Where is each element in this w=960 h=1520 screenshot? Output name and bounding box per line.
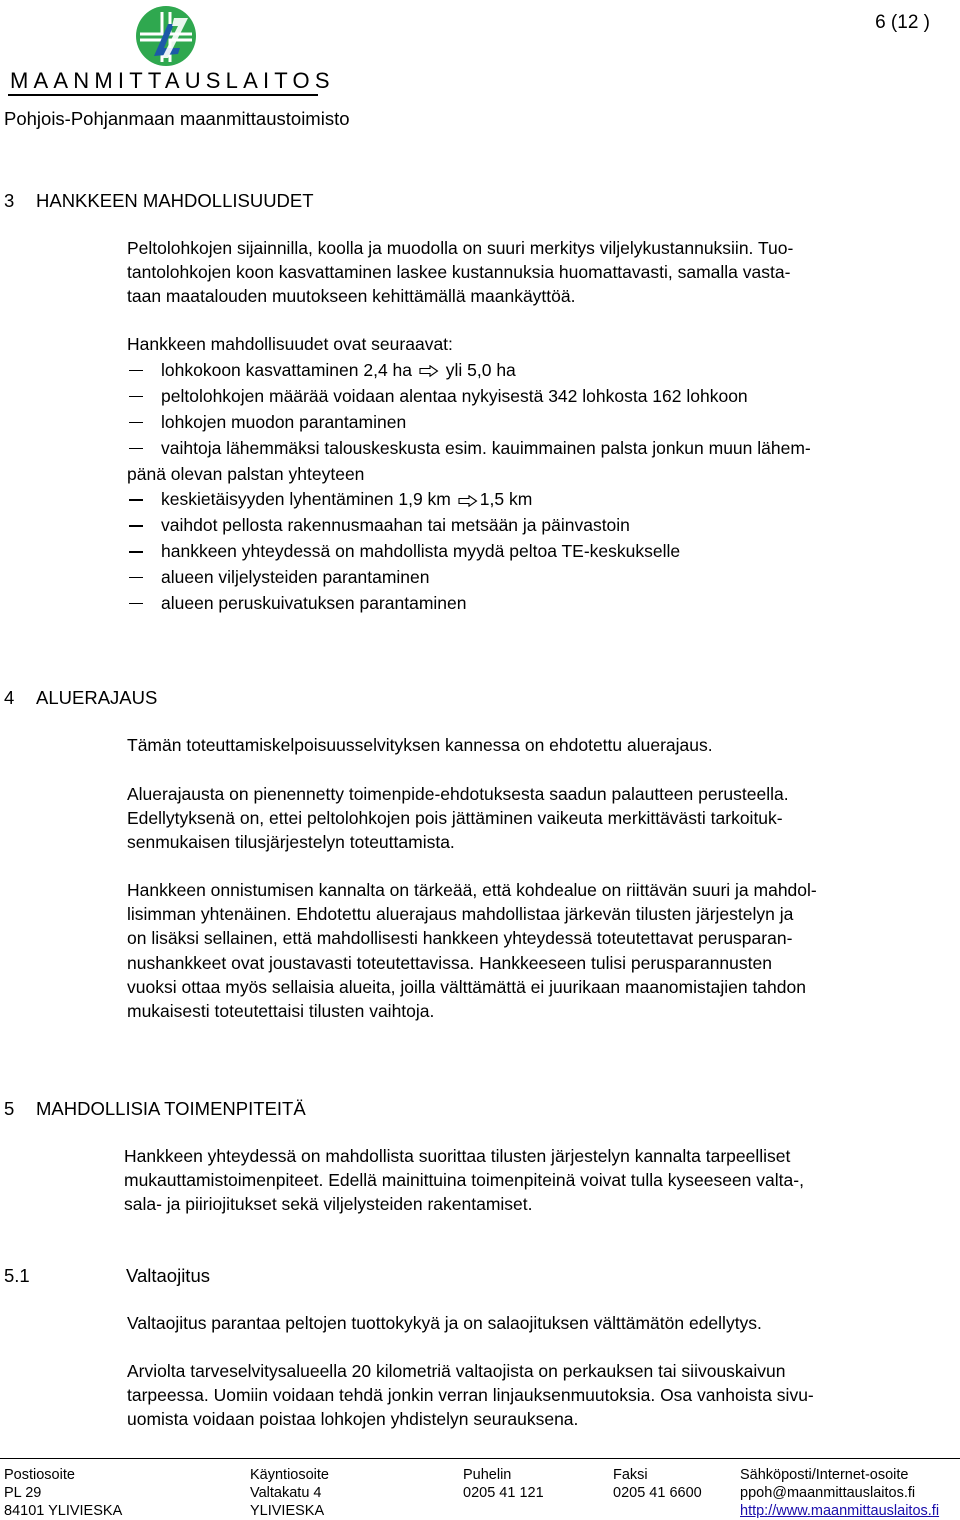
arrow-right-icon	[419, 365, 439, 377]
section-number: 5.1	[4, 1265, 30, 1286]
paragraph-line: tantolohkojen koon kasvattaminen laskee kustannuksia huomattavasti, samalla vasta-	[127, 262, 791, 283]
dash-bullet	[129, 499, 143, 500]
section-number: 3	[4, 190, 15, 211]
paragraph-line: Peltolohkojen sijainnilla, koolla ja muodolla on suuri merkitys viljelykustannuksiin. Tuo-	[127, 238, 794, 258]
section-5-paragraph	[124, 1144, 954, 1217]
paragraph-line: Hankkeen onnistumisen kannalta on tärkeää, että kohdealue on riittävän suuri ja mahdol-	[127, 880, 817, 900]
section-title: ALUERAJAUS	[36, 687, 158, 708]
list-item-text: peltolohkojen määrää voidaan alentaa nykyisestä 342 lohkosta 162 lohkoon	[161, 385, 748, 406]
paragraph-line: Valtaojitus parantaa peltojen tuottokykyä ja on salaojituksen välttämätön edellytys.	[127, 1313, 762, 1333]
dash-bullet	[129, 448, 143, 449]
maanmittauslaitos-logo-icon	[134, 4, 198, 68]
paragraph-line: tarpeessa. Uomiin voidaan tehdä jonkin verran linjauksenmuutoksia. Osa vanhoista sivu-	[127, 1385, 814, 1406]
footer-label: Faksi	[613, 1467, 648, 1483]
brand-underline	[8, 94, 318, 96]
footer-value: 0205 41 121	[463, 1485, 544, 1501]
paragraph-line: Edellytyksenä on, ettei peltolohkojen pois jättäminen vaikeuta merkittävästi tarkoituk-	[127, 808, 783, 829]
paragraph-line: vuoksi ottaa myös sellaisia alueita, joilla välttämättä ei juurikaan maanomistajien tahdon	[127, 976, 806, 997]
brand-name: MAANMITTAUSLAITOS	[10, 68, 335, 93]
list-item-text: alueen peruskuivatuksen parantaminen	[161, 593, 467, 614]
footer-label: Käyntiosoite	[250, 1467, 329, 1483]
paragraph-line: Arviolta tarveselvitysalueella 20 kilometriä valtaojista on perkauksen tai siivouskaivun	[127, 1361, 786, 1381]
section-title: HANKKEEN MAHDOLLISUUDET	[36, 190, 314, 211]
footer-value: Valtakatu 4	[250, 1485, 322, 1501]
list-item-text: lohkojen muodon parantaminen	[161, 411, 407, 432]
section-number: 5	[4, 1098, 15, 1119]
paragraph-line: mukaisesti toteutettaisi tilusten vaihtoja.	[127, 1001, 435, 1022]
section-5-1-paragraph-2	[127, 1359, 957, 1432]
footer-website-link[interactable]: http://www.maanmittauslaitos.fi	[740, 1503, 940, 1519]
list-item-text: lohkokoon kasvattaminen 2,4 ha	[161, 359, 412, 380]
list-item-text: vaihtoja lähemmäksi talouskeskusta esim. kauimmainen palsta jonkun muun lähem-	[161, 437, 811, 458]
list-item	[127, 410, 957, 436]
list-item	[127, 358, 957, 384]
list-item	[127, 384, 957, 410]
footer-divider	[0, 1458, 960, 1459]
list-item-text: alueen viljelysteiden parantaminen	[161, 567, 430, 588]
paragraph-line: nushankkeet ovat joustavasti toteutettavissa. Hankkeeseen tulisi perusparannusten	[127, 952, 772, 973]
section-5-1-heading	[4, 1265, 210, 1287]
footer-phone	[463, 1466, 544, 1502]
footer-label: Postiosoite	[4, 1467, 75, 1483]
footer-value: PL 29	[4, 1485, 42, 1501]
list-intro: Hankkeen mahdollisuudet ovat seuraavat:	[127, 334, 453, 354]
list-item	[127, 436, 957, 462]
list-item	[127, 565, 957, 591]
paragraph-line: Hankkeen yhteydessä on mahdollista suorittaa tilusten järjestelyn kannalta tarpeelliset	[124, 1146, 791, 1166]
footer-contact	[740, 1466, 939, 1520]
section-4-paragraph-2	[127, 782, 957, 855]
section-4-paragraph-1	[127, 733, 957, 757]
paragraph-line: senmukaisen tilusjärjestelyn toteuttamista.	[127, 832, 455, 853]
footer-fax	[613, 1466, 702, 1502]
section-3-heading	[4, 190, 314, 212]
paragraph-line: uomista voidaan poistaa lohkojen yhdistelyn seurauksena.	[127, 1409, 579, 1430]
footer-visiting-address	[250, 1466, 329, 1520]
arrow-right-icon	[458, 495, 478, 507]
list-item-continuation: pänä olevan palstan yhteyteen	[127, 463, 365, 484]
footer-postal-address	[4, 1466, 122, 1520]
paragraph-line: mukauttamistoimenpiteet. Edellä mainittuina toimenpiteinä voivat tulla kyseeseen valta-,	[124, 1170, 804, 1191]
paragraph-line: taan maatalouden muutokseen kehittämällä maankäyttöä.	[127, 286, 576, 307]
list-item	[127, 591, 957, 617]
section-5-1-paragraph-1	[127, 1311, 957, 1335]
paragraph-line: Aluerajausta on pienennetty toimenpide-ehdotuksesta saadun palautteen perusteella.	[127, 784, 789, 804]
section-4-paragraph-3	[127, 878, 957, 1023]
section-5-heading	[4, 1098, 306, 1120]
section-number: 4	[4, 687, 15, 708]
paragraph-line: sala- ja piiriojitukset sekä viljelysteiden rakentamiset.	[124, 1194, 533, 1215]
list-item	[127, 513, 957, 539]
paragraph-line: on lisäksi sellainen, että mahdollisesti hankkeen yhteydessä toteutettavat perusparan-	[127, 928, 793, 949]
section-3-intro	[127, 236, 957, 309]
footer-value: 0205 41 6600	[613, 1485, 702, 1501]
dash-bullet	[129, 603, 143, 604]
list-item	[127, 539, 957, 565]
paragraph-line: Tämän toteuttamiskelpoisuusselvityksen kannessa on ehdotettu aluerajaus.	[127, 735, 713, 755]
list-item-text: yli 5,0 ha	[445, 359, 516, 380]
footer-email[interactable]: ppoh@maanmittauslaitos.fi	[740, 1485, 916, 1501]
list-item-text: keskietäisyyden lyhentäminen 1,9 km	[161, 489, 451, 510]
section-title: MAHDOLLISIA TOIMENPITEITÄ	[36, 1098, 306, 1119]
dash-bullet	[129, 422, 143, 423]
footer-label: Puhelin	[463, 1467, 512, 1483]
possibilities-list	[127, 332, 957, 617]
footer-label: Sähköposti/Internet-osoite	[740, 1467, 909, 1483]
section-title: Valtaojitus	[126, 1265, 210, 1286]
dash-bullet	[129, 525, 143, 526]
list-item	[127, 487, 957, 513]
list-item-text: vaihdot pellosta rakennusmaahan tai metsään ja päinvastoin	[161, 515, 630, 536]
dash-bullet	[129, 396, 143, 397]
section-4-heading	[4, 687, 157, 709]
footer-value: YLIVIESKA	[250, 1503, 325, 1519]
paragraph-line: lisimman yhtenäinen. Ehdotettu aluerajaus mahdollistaa järkevän tilusten järjestelyn ja	[127, 904, 794, 925]
dash-bullet	[129, 551, 143, 552]
dash-bullet	[129, 577, 143, 578]
footer-value: 84101 YLIVIESKA	[4, 1503, 123, 1519]
list-item-text: hankkeen yhteydessä on mahdollista myydä peltoa TE-keskukselle	[161, 541, 681, 562]
page-number: 6 (12 )	[875, 12, 930, 33]
dash-bullet	[129, 370, 143, 371]
office-name: Pohjois-Pohjanmaan maanmittaustoimisto	[4, 108, 350, 129]
page-footer	[0, 1462, 960, 1519]
list-item-text: 1,5 km	[479, 489, 533, 510]
